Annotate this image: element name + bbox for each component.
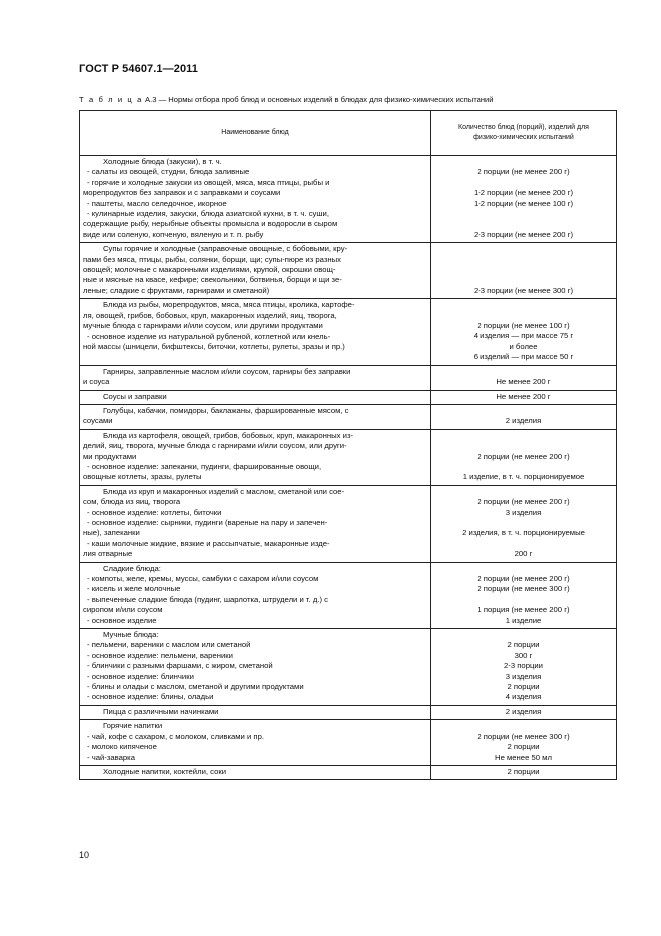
dish-name-line: - каши молочные жидкие, вязкие и рассыпчатые, макаронные изде- <box>87 538 330 548</box>
table-caption-number: А.3 <box>145 95 157 104</box>
dish-name-line: - основное изделие: сырники, пудинги (вареные на пару и запечен- <box>87 517 328 527</box>
dish-name-line: - блинчики с разными фаршами, с жиром, сметаной <box>87 661 273 671</box>
table-caption-text: — Нормы отбора проб блюд и основных изделий в блюдах для физико-химических испытаний <box>156 95 494 104</box>
quantity-line: и более <box>509 341 538 351</box>
quantity-line: 2 порции (не менее 200 г) <box>477 451 570 461</box>
dish-name-line: морепродуктов без заправок и с заправками и соусами <box>83 188 281 198</box>
quantity-line <box>434 721 613 731</box>
dish-name-line: - основное изделие: блины, оладьи <box>87 692 214 702</box>
dish-name-line: - основное изделие <box>87 615 157 625</box>
quantity-line: 1 изделие, в т. ч. порционируемое <box>462 472 585 482</box>
dish-name-line: сиропом и/или соусом <box>83 605 163 615</box>
header-dish-name: Наименование блюд <box>80 111 431 156</box>
table-row <box>80 243 617 299</box>
dish-name-cell <box>80 429 431 485</box>
dish-name-cell <box>80 243 431 299</box>
dish-name-cell <box>80 629 431 706</box>
quantity-line: 2 изделия, в т. ч. порционируемые <box>462 528 585 538</box>
quantity-line: 2 изделия <box>505 416 542 426</box>
dish-name-line: мучные блюда с гарнирами и/или соусом, или другими продуктами <box>83 321 323 331</box>
quantity-line: 300 г <box>514 650 533 660</box>
quantity-line: Не менее 200 г <box>496 391 551 401</box>
dish-name-line: соусами <box>83 416 113 426</box>
quantity-line: 2 порции <box>507 766 540 776</box>
table-row <box>80 390 617 404</box>
quantity-line: Не менее 50 мл <box>495 752 552 762</box>
dish-name-cell <box>80 390 431 404</box>
quantity-cell <box>431 243 617 299</box>
dish-name-line: - горячие и холодные закуски из овощей, мяса, мяса птицы, рыбы и <box>87 177 330 187</box>
quantity-line: 2 порции (не менее 300 г) <box>477 584 570 594</box>
dish-name-line: - основное изделие: блинчики <box>87 671 194 681</box>
quantity-line: 3 изделия <box>505 507 542 517</box>
quantity-line: 1-2 порции (не менее 100 г) <box>473 198 574 208</box>
dish-name-line: Холодные напитки, коктейли, соки <box>103 766 227 776</box>
quantity-line: 2 порции <box>507 640 540 650</box>
document-standard-header: ГОСТ Р 54607.1—2011 <box>79 63 199 75</box>
quantity-line <box>434 244 613 254</box>
quantity-line: 2 порции (не менее 200 г) <box>477 167 570 177</box>
dish-name-line: Блюда из круп и макаронных изделий с маслом, сметаной или сое- <box>103 486 345 496</box>
dish-name-line: - кулинарные изделия, закуски, блюда азиатской кухни, в т. ч. суши, <box>87 209 329 219</box>
dish-name-cell <box>80 562 431 628</box>
quantity-cell <box>431 156 617 243</box>
dish-name-line: - салаты из овощей, студни, блюда заливные <box>87 167 250 177</box>
table-caption-label: Т а б л и ц а <box>79 95 143 104</box>
quantity-line <box>434 157 613 167</box>
quantity-line <box>434 431 613 441</box>
dish-name-line: Пицца с различными начинками <box>103 706 219 716</box>
dish-name-line: пами без мяса, птицы, рыбы, солянки, борщи, щи; супы-пюре из разных <box>83 254 341 264</box>
dish-name-line: и соуса <box>83 377 110 387</box>
quantity-line <box>434 564 613 574</box>
dish-name-line: Сладкие блюда: <box>103 563 161 573</box>
quantity-cell <box>431 629 617 706</box>
quantity-line: 4 изделия — при массе 75 г <box>473 331 574 341</box>
table-row <box>80 485 617 562</box>
dish-name-line: ной массы (шницели, бифштексы, биточки, котлеты, рулеты, зразы и пр.) <box>83 341 345 351</box>
dish-name-cell <box>80 365 431 390</box>
dish-name-line: содержащие рыбу, нерыбные объекты промысла и водоросли в сыром <box>83 219 338 229</box>
quantity-line <box>434 518 613 528</box>
quantity-cell <box>431 765 617 779</box>
table-row <box>80 562 617 628</box>
dish-name-line: - пельмени, вареники с маслом или сметаной <box>87 640 251 650</box>
dish-name-line: Гарниры, заправленные маслом и/или соусом, гарниры без заправки <box>103 366 351 376</box>
quantity-line <box>434 255 613 265</box>
quantity-line: 2 порции (не менее 100 г) <box>477 321 570 331</box>
table-row <box>80 156 617 243</box>
dish-name-line: - компоты, желе, кремы, муссы, самбуки с сахаром и/или соусом <box>87 574 319 584</box>
quantity-line <box>434 539 613 549</box>
header-quantity <box>431 111 617 156</box>
quantity-line <box>434 178 613 188</box>
dish-name-cell <box>80 404 431 429</box>
dish-name-line: сом, блюда из яиц, творога <box>83 497 181 507</box>
dish-name-line: - молоко кипяченое <box>87 742 157 752</box>
quantity-cell <box>431 720 617 766</box>
table-row <box>80 720 617 766</box>
dish-name-line: - блины и оладьи с маслом, сметаной и другими продуктами <box>87 682 304 692</box>
quantity-line <box>434 595 613 605</box>
dish-name-line: овощные котлеты, зразы, рулеты <box>83 472 202 482</box>
dish-name-line: ми продуктами <box>83 451 137 461</box>
dish-name-line: - основное изделие: запеканки, пудинги, фаршированные овощи, <box>87 461 322 471</box>
quantity-line <box>434 630 613 640</box>
dish-name-line: ные и мясные на квасе, кефире; свекольники, ботвинья, борщи и щи зе- <box>83 275 342 285</box>
dish-name-cell <box>80 485 431 562</box>
quantity-line: 2 порции <box>507 682 540 692</box>
dish-name-line: виде или соленую, копченую, вяленую и т. п. рыбу <box>83 229 264 239</box>
quantity-cell <box>431 562 617 628</box>
quantity-line: 1 изделие <box>505 615 542 625</box>
quantity-line: Не менее 200 г <box>496 377 551 387</box>
dish-name-line: - паштеты, масло селедочное, икорное <box>87 198 227 208</box>
dish-name-line: Холодные блюда (закуски), в т. ч. <box>103 157 222 166</box>
table-header-row <box>80 111 617 156</box>
table-row <box>80 629 617 706</box>
quantity-line <box>434 209 613 219</box>
quantity-line: 2 порции (не менее 300 г) <box>477 731 570 741</box>
dish-name-cell <box>80 705 431 719</box>
quantity-cell <box>431 390 617 404</box>
quantity-cell <box>431 365 617 390</box>
dish-name-cell <box>80 156 431 243</box>
quantity-line: 2 порции (не менее 200 г) <box>477 497 570 507</box>
table-row <box>80 404 617 429</box>
dish-name-line: Блюда из картофеля, овощей, грибов, бобовых, круп, макаронных из- <box>103 430 354 440</box>
dish-name-line: Голубцы, кабачки, помидоры, баклажаны, фаршированные мясом, с <box>103 405 349 415</box>
dish-name-cell <box>80 299 431 365</box>
dish-name-line: лия отварные <box>83 549 133 559</box>
quantity-line <box>434 462 613 472</box>
page-number: 10 <box>79 850 90 860</box>
dish-name-line: - выпеченные сладкие блюда (пудинг, шарлотка, штрудели и т. д.) с <box>87 594 329 604</box>
dish-name-cell <box>80 765 431 779</box>
dish-name-line: овощей; молочные с макаронными изделиями, крупой, окрошки овощ- <box>83 265 336 275</box>
quantity-line: 4 изделия <box>505 692 542 702</box>
quantity-line <box>434 300 613 310</box>
quantity-line <box>434 265 613 275</box>
table-row <box>80 365 617 390</box>
table-row <box>80 705 617 719</box>
table-row <box>80 765 617 779</box>
dish-name-line: - чай, кофе с сахаром, с молоком, сливками и пр. <box>87 731 264 741</box>
quantity-line: 2 порции (не менее 200 г) <box>477 574 570 583</box>
header-quantity-line: физико-химических испытаний <box>473 134 574 141</box>
dish-name-line <box>83 352 427 362</box>
quantity-line: 1-2 порции (не менее 200 г) <box>473 188 574 198</box>
quantity-line <box>434 406 613 416</box>
dish-name-line: Мучные блюда: <box>103 630 159 640</box>
sampling-norms-table <box>79 110 617 780</box>
dish-name-line: Соусы и заправки <box>103 391 167 401</box>
dish-name-line: Супы горячие и холодные (заправочные овощные, с бобовыми, кру- <box>103 244 348 254</box>
quantity-line <box>434 311 613 321</box>
quantity-line: 1 порция (не менее 200 г) <box>477 605 570 615</box>
dish-name-line: - чай-заварка <box>87 752 135 762</box>
dish-name-line: леные; сладкие с фруктами, гарнирами и сметаной) <box>83 285 270 295</box>
dish-name-line: ные), запеканки <box>83 528 140 538</box>
quantity-line <box>434 367 613 377</box>
dish-name-line: делий, яиц, творога, мучные блюда с гарнирами и/или соусом, или други- <box>83 441 347 451</box>
quantity-line: 3 изделия <box>505 671 542 681</box>
quantity-line <box>434 219 613 229</box>
table-caption <box>79 95 619 104</box>
quantity-line <box>434 441 613 451</box>
dish-name-line: - основное изделие: котлеты, биточки <box>87 507 222 517</box>
dish-name-cell <box>80 720 431 766</box>
header-quantity-line: Количество блюд (порций), изделий для <box>458 123 589 131</box>
quantity-line: 2-3 порции (не менее 300 г) <box>473 285 574 295</box>
table-row <box>80 429 617 485</box>
quantity-line: 2-3 порции (не менее 200 г) <box>473 229 574 239</box>
table-body <box>80 156 617 780</box>
dish-name-line: - основное изделие: пельмени, вареники <box>87 650 233 660</box>
dish-name-line: Блюда из рыбы, морепродуктов, мяса, мяса птицы, кролика, картофе- <box>103 300 355 310</box>
quantity-line: 2 порции <box>507 742 540 752</box>
quantity-cell <box>431 485 617 562</box>
dish-name-line: - основное изделие из натуральной рубленой, котлетной или кнель- <box>87 331 331 341</box>
quantity-cell <box>431 429 617 485</box>
quantity-cell <box>431 404 617 429</box>
quantity-line: 200 г <box>514 549 533 559</box>
quantity-line: 2 изделия <box>505 706 542 716</box>
quantity-line: 2-3 порции <box>504 661 543 671</box>
dish-name-line: ля, овощей, грибов, бобовых, круп, макаронных изделий, яиц, творога, <box>83 310 337 320</box>
quantity-line: 6 изделий — при массе 50 г <box>473 352 574 362</box>
quantity-cell <box>431 705 617 719</box>
quantity-line <box>434 487 613 497</box>
dish-name-line: Горячие напитки <box>103 721 163 731</box>
quantity-cell <box>431 299 617 365</box>
table-row <box>80 299 617 365</box>
quantity-line <box>434 275 613 285</box>
dish-name-line: - кисель и желе молочные <box>87 584 181 594</box>
